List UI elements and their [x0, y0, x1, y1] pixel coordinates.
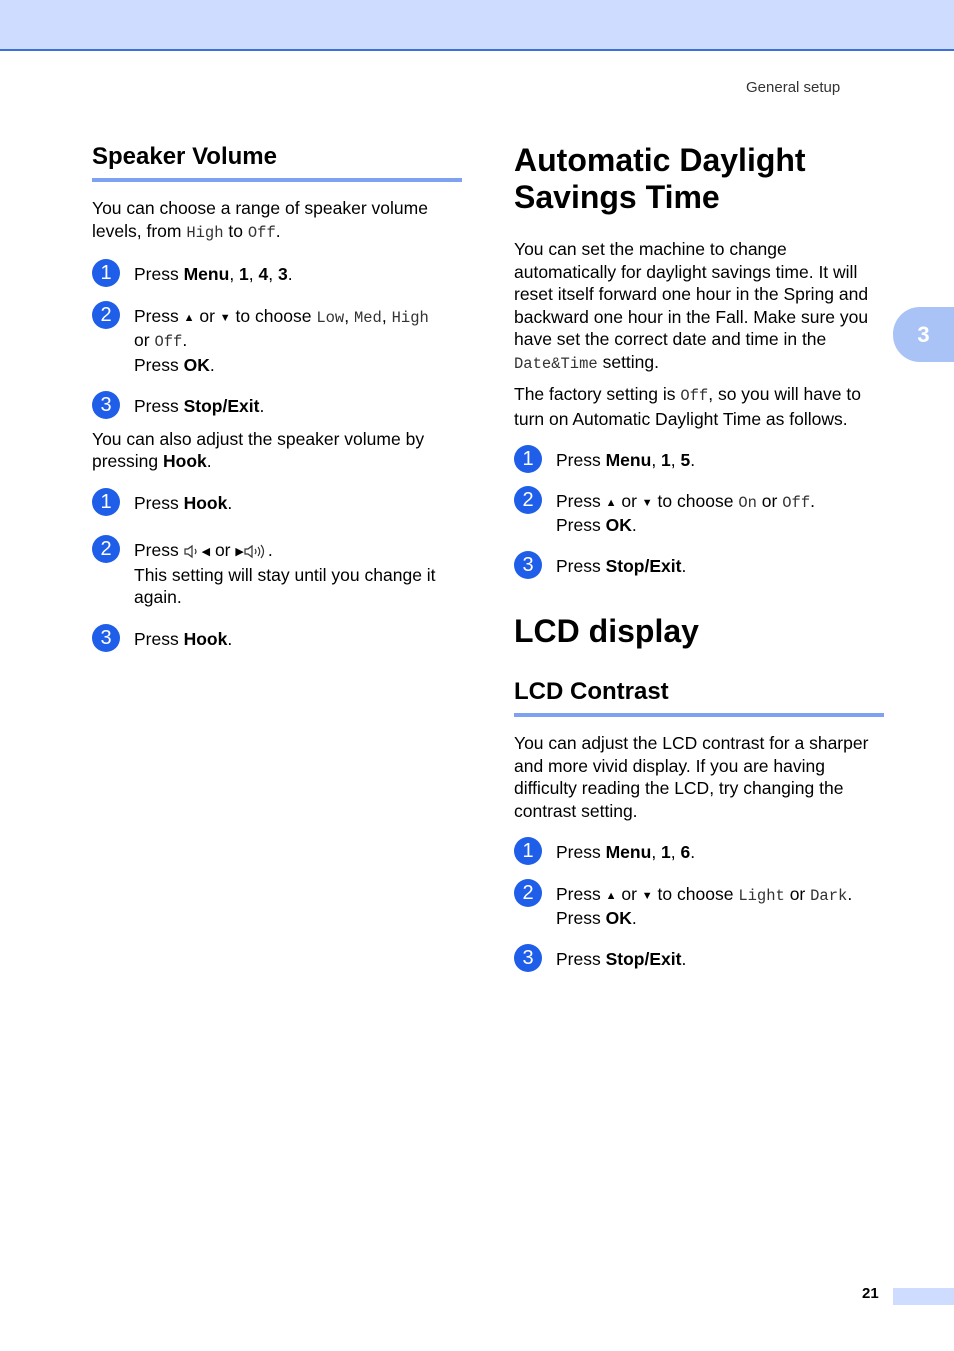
right-arrow-icon: ▶ — [235, 546, 244, 558]
step-text: Press ▲ or ▼ to choose Low, Med, High or Off. Press OK. — [134, 305, 429, 375]
step-text: Press Stop/Exit. — [134, 396, 265, 416]
step-number-badge: 3 — [514, 551, 542, 579]
lcd-contrast-heading: LCD Contrast — [514, 677, 884, 717]
down-arrow-icon: ▼ — [219, 311, 231, 324]
page-number-bar — [893, 1288, 954, 1305]
chapter-tab: 3 — [893, 307, 954, 362]
step-number-badge: 3 — [92, 391, 120, 419]
step-text: Press ◀ or ▶ . This setting will stay until you change it again. — [134, 540, 436, 607]
lcd-contrast-intro: You can adjust the LCD contrast for a sharper and more vivid display. If you are having difficulty reading the LCD, try changing the contrast setting. — [514, 733, 869, 821]
up-arrow-icon: ▲ — [183, 311, 195, 324]
step-number-badge: 2 — [92, 535, 120, 563]
dst-factory-paragraph: The factory setting is Off, so you will have to turn on Automatic Daylight Time as follows. — [514, 384, 861, 429]
dst-paragraph: You can set the machine to change automatically for daylight savings time. It will reset itself forward one hour in the Spring and backward one hour in the Fall. Make sure you have set the correct date and time in the Date&Time setting. — [514, 239, 869, 373]
left-column — [92, 142, 462, 650]
step-text: Press Menu, 1, 4, 3. — [134, 264, 293, 284]
step-item — [92, 628, 462, 651]
right-column — [514, 142, 884, 970]
step-number-badge: 1 — [92, 488, 120, 516]
speaker-volume-heading: Speaker Volume — [92, 142, 462, 182]
down-arrow-icon: ▼ — [641, 889, 653, 902]
step-text: Press Menu, 1, 6. — [556, 842, 696, 862]
step-item — [92, 305, 462, 377]
step-text: Press Stop/Exit. — [556, 555, 687, 576]
step-item — [514, 449, 884, 472]
step-text: Press Hook. — [134, 492, 233, 513]
top-banner — [0, 0, 954, 51]
step-number-badge: 2 — [514, 486, 542, 514]
speaker-low-icon — [184, 544, 202, 559]
step-number-badge: 1 — [514, 837, 542, 865]
step-text: Press ▲ or ▼ to choose On or Off. Press OK. — [556, 490, 815, 535]
lcd-display-heading: LCD display — [514, 613, 699, 649]
step-text: Press Hook. — [134, 628, 233, 649]
step-number-badge: 3 — [514, 944, 542, 972]
step-number-badge: 1 — [514, 445, 542, 473]
step-number-badge: 2 — [92, 301, 120, 329]
dst-heading: Automatic Daylight Savings Time — [514, 142, 806, 215]
step-number-badge: 2 — [514, 879, 542, 907]
step-item — [92, 263, 462, 286]
speaker-high-icon — [244, 544, 268, 559]
step-item — [514, 841, 884, 864]
step-item — [92, 539, 462, 609]
step-item — [514, 555, 884, 578]
speaker-volume-intro: You can choose a range of speaker volume levels, from High to Off. — [92, 198, 428, 242]
up-arrow-icon: ▲ — [605, 496, 617, 509]
step-item — [92, 395, 462, 418]
speaker-volume-also: You can also adjust the speaker volume by pressing Hook. — [92, 428, 425, 471]
down-arrow-icon: ▼ — [641, 496, 653, 509]
step-number-badge: 1 — [92, 259, 120, 287]
step-text: Press ▲ or ▼ to choose Light or Dark. Press OK. — [556, 883, 853, 928]
running-header: General setup — [746, 79, 841, 96]
step-item — [514, 490, 884, 537]
step-text: Press Stop/Exit. — [556, 948, 687, 969]
step-item — [514, 948, 884, 971]
step-item — [514, 883, 884, 930]
up-arrow-icon: ▲ — [605, 889, 617, 902]
left-arrow-icon: ◀ — [201, 546, 211, 558]
step-item — [92, 492, 462, 515]
page-number: 21 — [862, 1285, 879, 1302]
step-number-badge: 3 — [92, 624, 120, 652]
step-text: Press Menu, 1, 5. — [556, 450, 696, 470]
